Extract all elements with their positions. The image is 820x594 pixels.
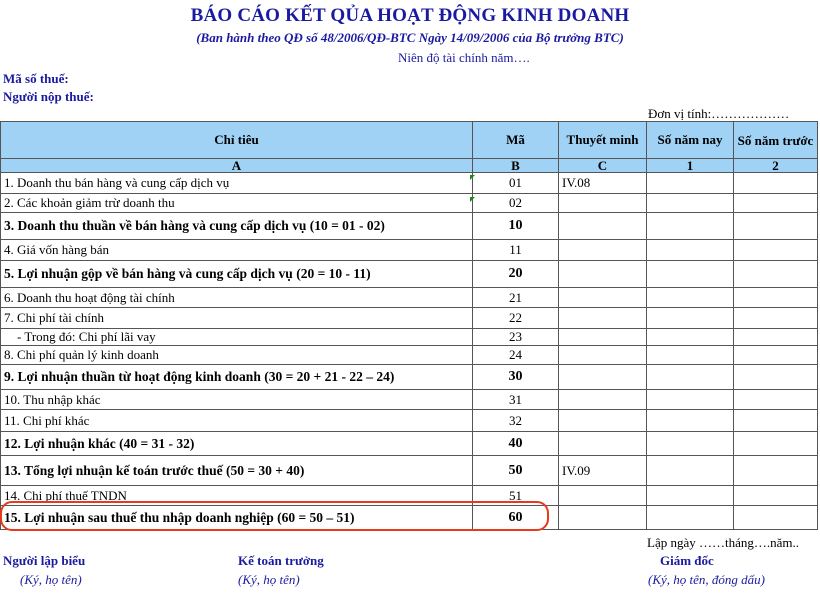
row-code: 11 — [473, 240, 559, 261]
fiscal-year-label: Niên độ tài chính năm…. — [398, 50, 530, 65]
row-prev-year — [734, 432, 818, 456]
table-row — [1, 308, 818, 329]
row-label: 10. Thu nhập khác — [1, 390, 473, 410]
table-subheader-row — [1, 159, 818, 173]
row-this-year — [647, 240, 734, 261]
row-note: IV.09 — [559, 456, 647, 486]
row-code: 50 — [473, 456, 559, 486]
subheader-this-year: 1 — [647, 159, 734, 173]
row-label: 11. Chi phí khác — [1, 410, 473, 432]
header-this-year: Số năm nay — [647, 122, 734, 159]
table-row — [1, 432, 818, 456]
row-this-year — [647, 506, 734, 530]
row-label: 3. Doanh thu thuần về bán hàng và cung cấp dịch vụ (10 = 01 - 02) — [1, 213, 473, 240]
row-prev-year — [734, 456, 818, 486]
row-this-year — [647, 410, 734, 432]
date-line: Lập ngày ……tháng….năm.. — [647, 535, 799, 550]
row-prev-year — [734, 506, 818, 530]
row-code: 31 — [473, 390, 559, 410]
row-prev-year — [734, 173, 818, 194]
subheader-prev-year: 2 — [734, 159, 818, 173]
row-note — [559, 329, 647, 346]
row-prev-year — [734, 288, 818, 308]
unit-label: Đơn vị tính:……………… — [648, 106, 790, 121]
table-row — [1, 213, 818, 240]
row-code: 40 — [473, 432, 559, 456]
subheader-indicator: A — [1, 159, 473, 173]
director-sign-note: (Ký, họ tên, đóng dấu) — [648, 572, 765, 587]
row-code: 30 — [473, 365, 559, 390]
row-this-year — [647, 194, 734, 213]
row-code: 23 — [473, 329, 559, 346]
row-this-year — [647, 456, 734, 486]
preparer-title: Người lập biểu — [3, 553, 86, 568]
row-note — [559, 390, 647, 410]
row-label: - Trong đó: Chi phí lãi vay — [1, 329, 473, 346]
row-this-year — [647, 288, 734, 308]
row-label: 1. Doanh thu bán hàng và cung cấp dịch vụ — [1, 173, 473, 194]
row-label: 6. Doanh thu hoạt động tài chính — [1, 288, 473, 308]
row-label: 13. Tổng lợi nhuận kế toán trước thuế (50 = 30 + 40) — [1, 456, 473, 486]
row-this-year — [647, 365, 734, 390]
row-this-year — [647, 432, 734, 456]
row-note — [559, 240, 647, 261]
table-row — [1, 194, 818, 213]
report-subtitle: (Ban hành theo QĐ số 48/2006/QĐ-BTC Ngày 14/09/2006 của Bộ trưởng BTC) — [196, 30, 624, 45]
row-note — [559, 432, 647, 456]
row-label: 4. Giá vốn hàng bán — [1, 240, 473, 261]
row-note — [559, 506, 647, 530]
row-label: 5. Lợi nhuận gộp về bán hàng và cung cấp dịch vụ (20 = 10 - 11) — [1, 261, 473, 288]
table-header-row — [1, 122, 818, 159]
row-code: 21 — [473, 288, 559, 308]
row-note — [559, 194, 647, 213]
row-code: 20 — [473, 261, 559, 288]
row-prev-year — [734, 365, 818, 390]
row-note — [559, 410, 647, 432]
row-note — [559, 261, 647, 288]
row-code: 10 — [473, 213, 559, 240]
row-prev-year — [734, 194, 818, 213]
row-prev-year — [734, 390, 818, 410]
row-code: 60 — [473, 506, 559, 530]
row-note — [559, 288, 647, 308]
table-body — [1, 173, 818, 530]
row-this-year — [647, 173, 734, 194]
row-code: 01 — [473, 173, 559, 194]
row-label: 9. Lợi nhuận thuần từ hoạt động kinh doanh (30 = 20 + 21 - 22 – 24) — [1, 365, 473, 390]
row-note: IV.08 — [559, 173, 647, 194]
row-note — [559, 308, 647, 329]
header-code: Mã — [473, 122, 559, 159]
row-label: 14. Chi phí thuế TNDN — [1, 486, 473, 506]
table-row — [1, 173, 818, 194]
accountant-sign-note: (Ký, họ tên) — [238, 572, 300, 587]
row-this-year — [647, 486, 734, 506]
row-prev-year — [734, 308, 818, 329]
subheader-note: C — [559, 159, 647, 173]
cell-comment-marker-icon — [470, 175, 475, 180]
row-note — [559, 365, 647, 390]
row-note — [559, 486, 647, 506]
header-prev-year: Số năm trước — [734, 122, 818, 159]
row-this-year — [647, 329, 734, 346]
row-code: 22 — [473, 308, 559, 329]
table-row — [1, 365, 818, 390]
cell-comment-marker-icon — [470, 197, 475, 202]
row-note — [559, 346, 647, 365]
row-this-year — [647, 308, 734, 329]
header-indicator: Chỉ tiêu — [1, 122, 473, 159]
director-title: Giám đốc — [660, 553, 714, 568]
row-this-year — [647, 261, 734, 288]
row-prev-year — [734, 346, 818, 365]
tax-code-label: Mã số thuế: — [3, 71, 69, 86]
table-row — [1, 261, 818, 288]
header-note: Thuyết minh — [559, 122, 647, 159]
table-row — [1, 390, 818, 410]
table-row — [1, 240, 818, 261]
row-prev-year — [734, 261, 818, 288]
row-code: 24 — [473, 346, 559, 365]
taxpayer-label: Người nộp thuế: — [3, 89, 94, 104]
accountant-title: Kế toán trưởng — [238, 553, 324, 568]
row-code: 51 — [473, 486, 559, 506]
row-label: 8. Chi phí quản lý kinh doanh — [1, 346, 473, 365]
row-prev-year — [734, 486, 818, 506]
row-prev-year — [734, 213, 818, 240]
subheader-code: B — [473, 159, 559, 173]
table-row — [1, 288, 818, 308]
row-code: 32 — [473, 410, 559, 432]
table-row — [1, 329, 818, 346]
row-code: 02 — [473, 194, 559, 213]
row-this-year — [647, 346, 734, 365]
row-label: 7. Chi phí tài chính — [1, 308, 473, 329]
table-row — [1, 410, 818, 432]
row-label: 2. Các khoản giảm trừ doanh thu — [1, 194, 473, 213]
report-title: BÁO CÁO KẾT QỦA HOẠT ĐỘNG KINH DOANH — [190, 5, 630, 26]
income-statement-table — [0, 121, 818, 530]
row-prev-year — [734, 240, 818, 261]
highlight-circle — [0, 501, 549, 531]
preparer-sign-note: (Ký, họ tên) — [20, 572, 82, 587]
table-row — [1, 456, 818, 486]
table-row — [1, 346, 818, 365]
row-label: 15. Lợi nhuận sau thuế thu nhập doanh nghiệp (60 = 50 – 51) — [1, 506, 473, 530]
row-note — [559, 213, 647, 240]
row-this-year — [647, 213, 734, 240]
row-prev-year — [734, 410, 818, 432]
row-label: 12. Lợi nhuận khác (40 = 31 - 32) — [1, 432, 473, 456]
row-this-year — [647, 390, 734, 410]
row-prev-year — [734, 329, 818, 346]
